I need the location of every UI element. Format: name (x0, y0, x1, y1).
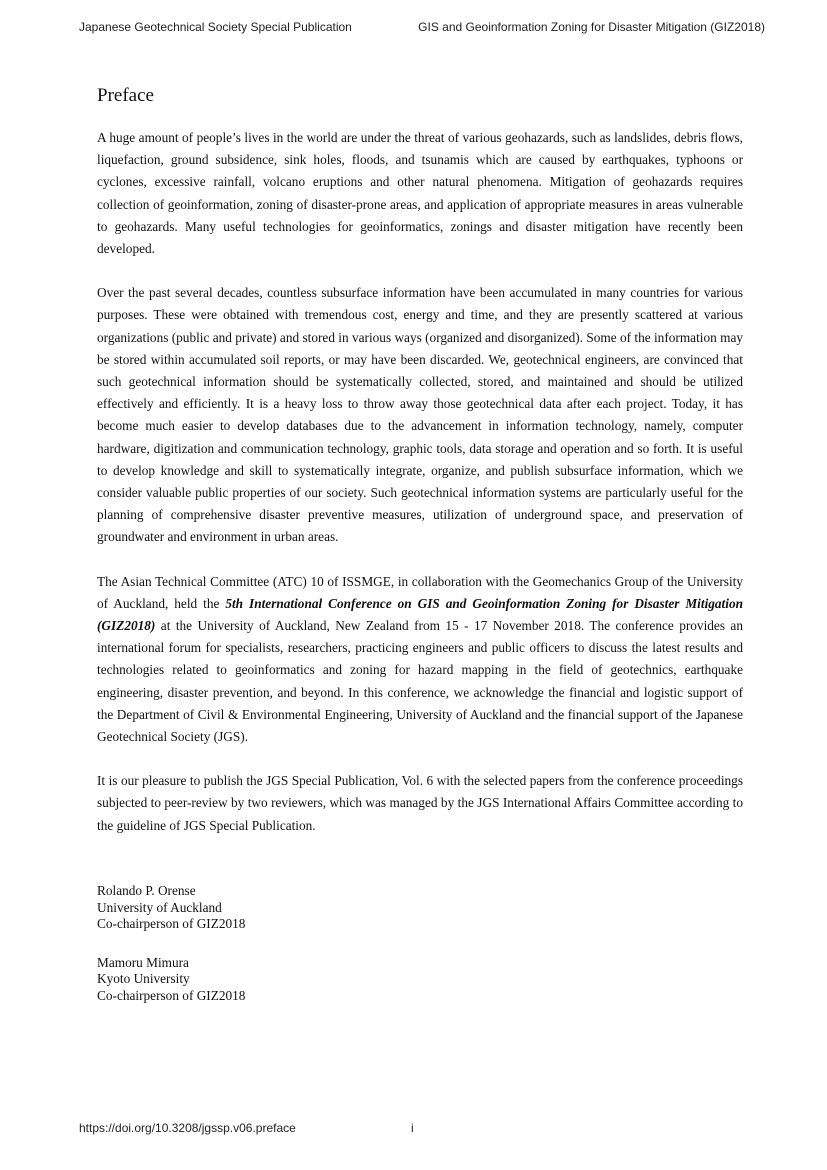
signature-block (97, 883, 245, 933)
conference-name: GIS and Geoinformation Zoning for Disaster Mitigation (GIZ2018) (418, 20, 765, 34)
conference-title-emphasis: 5th International Conference on GIS and Geoinformation Zoning for Disaster Mitigation (GIZ2018) (97, 595, 743, 634)
page-header (79, 20, 765, 40)
paragraph-3-lead: The Asian Technical Committee (ATC) 10 of ISSMGE, in collaboration with the Geomechanics Group of the University of Auckland, held the (97, 573, 743, 611)
page-title: Preface (97, 85, 154, 106)
signature-block (97, 955, 245, 1005)
signatory-role: Co-chairperson of GIZ2018 (97, 916, 246, 932)
doi-link[interactable]: https://doi.org/10.3208/jgssp.v06.preface (79, 1121, 296, 1135)
preface-body (97, 84, 743, 859)
signatures (97, 883, 245, 1027)
paragraph-2: Over the past several decades, countless subsurface information have been accumulated in many countries for various purposes. These were obtained with tremendous cost, energy and time, and they are presently scattered at various organizations (public and private) and stored in various ways (organized and disorganized). Some of the information may be stored within accumulated soil reports, or may have been discarded. We, geotechnical engineers, are convinced that such geotechnical information should be systematically collected, stored, and maintained and should be utilized effectively and efficiently. It is a heavy loss to throw away those geotechnical data after each project. Today, it has become much easier to develop databases due to the advancement in information technology, namely, computer hardware, digitization and communication technology, graphic tools, data storage and operation and so forth. It is useful to develop knowledge and skill to systematically integrate, organize, and publish subsurface information, which we consider valuable public properties of our society. Such geotechnical information systems are particularly useful for the planning of comprehensive disaster preventive measures, utilization of underground space, and preservation of groundwater and environment in urban areas. (97, 285, 743, 545)
paragraph-3-tail: at the University of Auckland, New Zealand from 15 - 17 November 2018. The conference provides an international forum for specialists, researchers, practicing engineers and public officers to discuss the latest results and technologies related to geoinformatics and zoning for hazard mapping in the field of geotechnics, earthquake engineering, disaster prevention, and beyond. In this conference, we acknowledge the financial and logistic support of the Department of Civil & Environmental Engineering, University of Auckland and the financial support of the Japanese Geotechnical Society (JGS). (97, 618, 743, 745)
signatory-name: Mamoru Mimura (97, 954, 189, 970)
page-number: i (411, 1121, 414, 1135)
paragraph-1: A huge amount of people’s lives in the world are under the threat of various geohazards, such as landslides, debris flows, liquefaction, ground subsidence, sink holes, floods, and tsunamis which are caused by earthquakes, typhoons or cyclones, excessive rainfall, volcano eruptions and other natural phenomena. Mitigation of geohazards requires collection of geoinformation, zoning of disaster-prone areas, and application of appropriate measures in areas vulnerable to geohazards. Many useful technologies for geoinformatics, zonings and disaster mitigation have recently been developed. (97, 130, 743, 257)
signatory-role: Co-chairperson of GIZ2018 (97, 987, 246, 1003)
paragraph-3 (97, 571, 743, 749)
signatory-name: Rolando P. Orense (97, 883, 196, 898)
signatory-affiliation: University of Auckland (97, 899, 222, 915)
paragraph-4: It is our pleasure to publish the JGS Special Publication, Vol. 6 with the selected papers from the conference proceedings subjected to peer-review by two reviewers, which was managed by the JGS International Affairs Committee according to the guideline of JGS Special Publication. (97, 773, 743, 833)
signatory-affiliation: Kyoto University (97, 971, 190, 987)
page-footer (79, 1121, 479, 1141)
journal-name: Japanese Geotechnical Society Special Publication (79, 20, 352, 34)
